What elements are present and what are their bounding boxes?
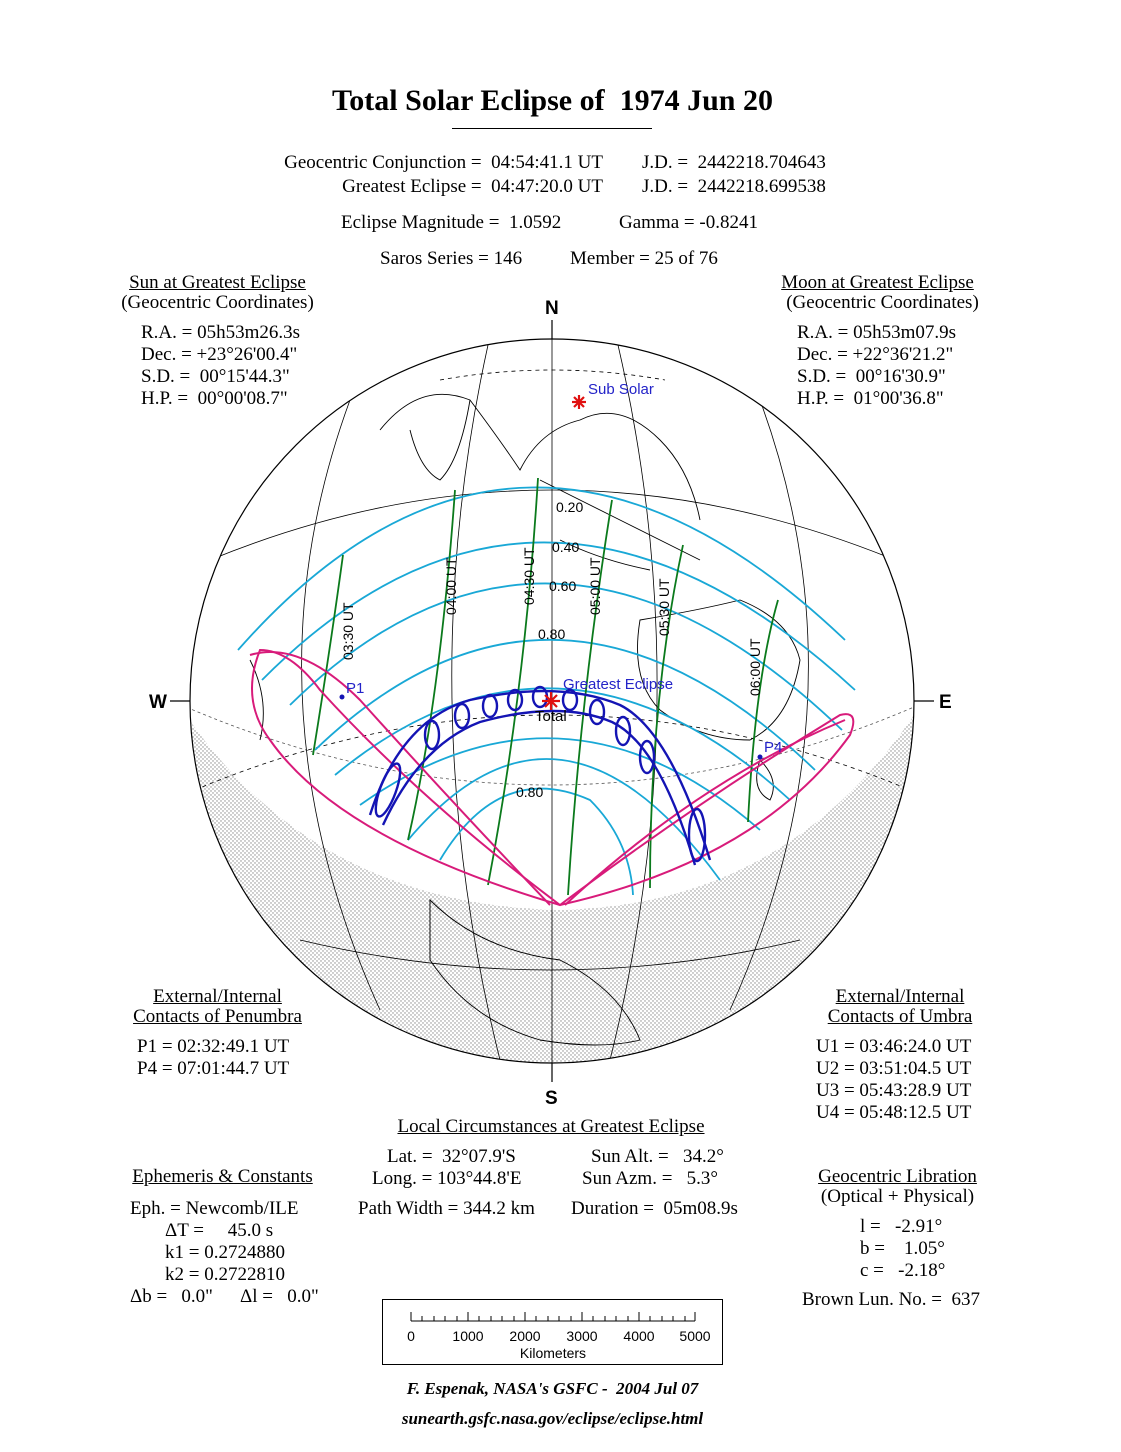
mag-label-020: 0.20 bbox=[556, 499, 584, 515]
time-label-0600: 06:00 UT bbox=[747, 638, 763, 696]
local-long: Long. = 103°44.8'E bbox=[372, 1168, 522, 1189]
greatest-eclipse-label: Greatest Eclipse bbox=[563, 676, 674, 693]
eclipse-magnitude: Eclipse Magnitude = 1.0592 bbox=[341, 212, 562, 233]
sun-heading: Sun at Greatest Eclipse bbox=[129, 272, 306, 293]
saros-series: Saros Series = 146 bbox=[380, 248, 523, 269]
local-sun-alt: Sun Alt. = 34.2° bbox=[591, 1146, 724, 1167]
time-label-0400: 04:00 UT bbox=[443, 557, 459, 615]
moon-dec: Dec. = +22°36'21.2" bbox=[797, 344, 954, 365]
moon-subheading: (Geocentric Coordinates) bbox=[786, 292, 979, 313]
distance-scale bbox=[382, 1299, 723, 1365]
scale-tick-3000: 3000 bbox=[566, 1328, 598, 1344]
scale-ruler bbox=[383, 1300, 724, 1366]
ephemeris-delta-l: Δl = 0.0" bbox=[240, 1286, 319, 1307]
ephemeris-k1: k1 = 0.2724880 bbox=[165, 1242, 285, 1263]
sub-solar-marker bbox=[572, 395, 586, 409]
conjunction-time: Geocentric Conjunction = 04:54:41.1 UT bbox=[284, 152, 603, 173]
umbra-u1: U1 = 03:46:24.0 UT bbox=[816, 1036, 972, 1057]
scale-tick-1000: 1000 bbox=[452, 1328, 484, 1344]
libration-l: l = -2.91° bbox=[860, 1216, 943, 1237]
local-duration: Duration = 05m08.9s bbox=[571, 1198, 738, 1219]
time-label-0330: 03:30 UT bbox=[340, 602, 356, 660]
mag-label-040: 0.40 bbox=[552, 539, 580, 555]
scale-unit: Kilometers bbox=[519, 1345, 587, 1361]
local-path-width: Path Width = 344.2 km bbox=[358, 1198, 535, 1219]
time-label-0500: 05:00 UT bbox=[587, 557, 603, 615]
umbra-heading-2: Contacts of Umbra bbox=[827, 1006, 973, 1027]
mag-label-080: 0.80 bbox=[538, 626, 566, 642]
penumbra-heading-1: External/Internal bbox=[153, 986, 282, 1007]
libration-subheading: (Optical + Physical) bbox=[820, 1186, 975, 1207]
sun-sd: S.D. = 00°15'44.3" bbox=[141, 366, 290, 387]
time-label-0530: 05:30 UT bbox=[656, 578, 672, 636]
sun-dec: Dec. = +23°26'00.4" bbox=[141, 344, 298, 365]
ephemeris-delta-b: Δb = 0.0" bbox=[130, 1286, 213, 1307]
greatest-eclipse-time: Greatest Eclipse = 04:47:20.0 UT bbox=[342, 176, 603, 197]
ephemeris-k2: k2 = 0.2722810 bbox=[165, 1264, 285, 1285]
umbra-u2: U2 = 03:51:04.5 UT bbox=[816, 1058, 972, 1079]
local-lat: Lat. = 32°07.9'S bbox=[387, 1146, 516, 1167]
umbra-u3: U3 = 05:43:28.9 UT bbox=[816, 1080, 972, 1101]
local-heading: Local Circumstances at Greatest Eclipse bbox=[397, 1116, 705, 1137]
gamma-value: Gamma = -0.8241 bbox=[619, 212, 758, 233]
greatest-eclipse-jd: J.D. = 2442218.699538 bbox=[642, 176, 826, 197]
conjunction-jd: J.D. = 2442218.704643 bbox=[642, 152, 826, 173]
scale-tick-0: 0 bbox=[407, 1328, 415, 1344]
p1-marker bbox=[340, 695, 345, 700]
moon-sd: S.D. = 00°16'30.9" bbox=[797, 366, 946, 387]
ephemeris-delta-t: ΔT = 45.0 s bbox=[165, 1220, 274, 1241]
p1-label: P1 bbox=[346, 680, 365, 697]
penumbra-heading-2: Contacts of Penumbra bbox=[133, 1006, 302, 1027]
time-label-0430: 04:30 UT bbox=[521, 547, 537, 605]
total-label: Total bbox=[535, 708, 567, 725]
scale-tick-4000: 4000 bbox=[623, 1328, 655, 1344]
p4-label: P4 bbox=[764, 739, 783, 756]
ephemeris-heading: Ephemeris & Constants bbox=[132, 1166, 313, 1187]
compass-east: E bbox=[939, 692, 952, 713]
moon-heading: Moon at Greatest Eclipse bbox=[781, 272, 974, 293]
brown-lunation: Brown Lun. No. = 637 bbox=[802, 1289, 981, 1310]
mag-label-060: 0.60 bbox=[549, 578, 577, 594]
sun-subheading: (Geocentric Coordinates) bbox=[121, 292, 314, 313]
p4-marker bbox=[758, 755, 763, 760]
scale-tick-2000: 2000 bbox=[509, 1328, 541, 1344]
umbra-u4: U4 = 05:48:12.5 UT bbox=[816, 1102, 972, 1123]
penumbra-p4: P4 = 07:01:44.7 UT bbox=[137, 1058, 290, 1079]
libration-c: c = -2.18° bbox=[860, 1260, 946, 1281]
libration-heading: Geocentric Libration bbox=[818, 1166, 977, 1187]
ephemeris-eph: Eph. = Newcomb/ILE bbox=[130, 1198, 299, 1219]
page-title: Total Solar Eclipse of 1974 Jun 20 bbox=[332, 84, 773, 117]
source-url: sunearth.gsfc.nasa.gov/eclipse/eclipse.html bbox=[401, 1409, 704, 1428]
local-sun-azm: Sun Azm. = 5.3° bbox=[582, 1168, 719, 1189]
sub-solar-label: Sub Solar bbox=[588, 381, 654, 398]
credit-line: F. Espenak, NASA's GSFC - 2004 Jul 07 bbox=[406, 1379, 699, 1398]
compass-west: W bbox=[149, 692, 167, 713]
penumbra-p1: P1 = 02:32:49.1 UT bbox=[137, 1036, 290, 1057]
sun-hp: H.P. = 00°00'08.7" bbox=[141, 388, 288, 409]
sun-ra: R.A. = 05h53m26.3s bbox=[141, 322, 301, 343]
saros-member: Member = 25 of 76 bbox=[570, 248, 718, 269]
libration-b: b = 1.05° bbox=[860, 1238, 945, 1259]
moon-hp: H.P. = 01°00'36.8" bbox=[797, 388, 944, 409]
mag-label-080-lower: 0.80 bbox=[516, 784, 544, 800]
compass-north: N bbox=[545, 298, 559, 319]
compass-south: S bbox=[545, 1088, 558, 1109]
umbra-heading-1: External/Internal bbox=[835, 986, 965, 1007]
scale-tick-5000: 5000 bbox=[679, 1328, 711, 1344]
moon-ra: R.A. = 05h53m07.9s bbox=[797, 322, 957, 343]
